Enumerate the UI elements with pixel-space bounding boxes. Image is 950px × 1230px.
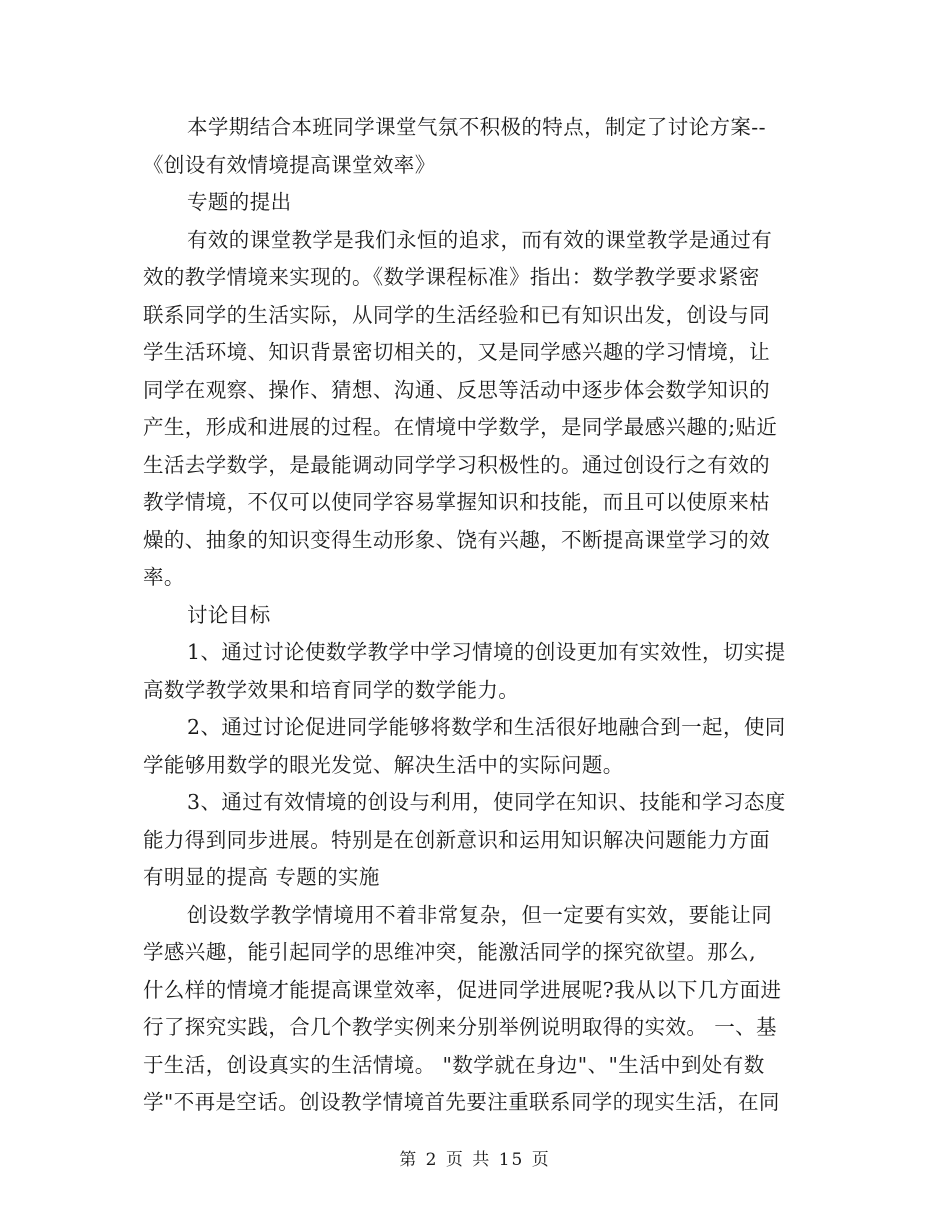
paragraph-line: 《创设有效情境提高课堂效率》 [143,152,436,177]
paragraph-line: 本学期结合本班同学课堂气氛不积极的特点，制定了讨论方案-- [187,115,766,139]
paragraph-line: 学感兴趣，能引起同学的思维冲突，能激活同学的探究欲望。那么, [143,940,757,964]
paragraph-line: 联系同学的生活实际，从同学的生活经验和已有知识出发，创设与同 [143,302,770,327]
paragraph-line: 同学在观察、操作、猜想、沟通、反思等活动中逐步体会数学知识的 [143,377,770,402]
list-item-line: 能力得到同步进展。特别是在创新意识和运用知识解决问题能力方面 [143,827,770,852]
list-item-line: 3、通过有效情境的创设与利用，使同学在知识、技能和学习态度 [187,790,786,814]
paragraph-line: 学"不再是空话。创设教学情境首先要注重联系同学的现实生活，在同 [143,1090,780,1114]
list-item-line: 1、通过讨论使数学教学中学习情境的创设更加有实效性，切实提 [187,640,786,664]
document-body [143,109,807,1122]
page-number-footer: 第 2 页 共 15 页 [399,1150,551,1170]
paragraph-line: 教学情境，不仅可以使同学容易掌握知识和技能，而且可以使原来枯 [143,490,770,514]
paragraph-line: 于生活，创设真实的生活情境。 "数学就在身边"、"生活中到处有数 [143,1052,765,1077]
section-heading: 专题的提出 [187,190,292,214]
paragraph-line: 效的教学情境来实现的。《数学课程标准》指出：数学教学要求紧密 [143,265,760,289]
list-item-line: 有明显的提高 专题的实施 [143,865,380,889]
paragraph-line: 学生活环境、知识背景密切相关的，又是同学感兴趣的学习情境，让 [143,340,770,364]
paragraph-line: 行了探究实践，合几个教学实例来分别举例说明取得的实效。 一、基 [143,1015,777,1039]
paragraph-line: 什么样的情境才能提高课堂效率，促进同学进展呢?我从以下几方面进 [143,977,782,1002]
list-item-line: 高数学教学效果和培育同学的数学能力。 [143,677,520,702]
paragraph-line: 创设数学教学情境用不着非常复杂，但一定要有实效，要能让同 [187,902,773,927]
paragraph-line: 燥的、抽象的知识变得生动形象、饶有兴趣，不断提高课堂学习的效 [143,527,770,552]
list-item-line: 学能够用数学的眼光发觉、解决生活中的实际问题。 [143,752,624,777]
paragraph-line: 有效的课堂教学是我们永恒的追求，而有效的课堂教学是通过有 [187,227,773,252]
section-heading: 讨论目标 [187,602,271,627]
paragraph-line: 生活去学数学，是最能调动同学学习积极性的。通过创设行之有效的 [143,452,770,477]
paragraph-line: 率。 [143,565,185,589]
paragraph-line: 产生，形成和进展的过程。在情境中学数学，是同学最感兴趣的;贴近 [143,415,778,439]
list-item-line: 2、通过讨论促进同学能够将数学和生活很好地融合到一起，使同 [187,715,786,739]
